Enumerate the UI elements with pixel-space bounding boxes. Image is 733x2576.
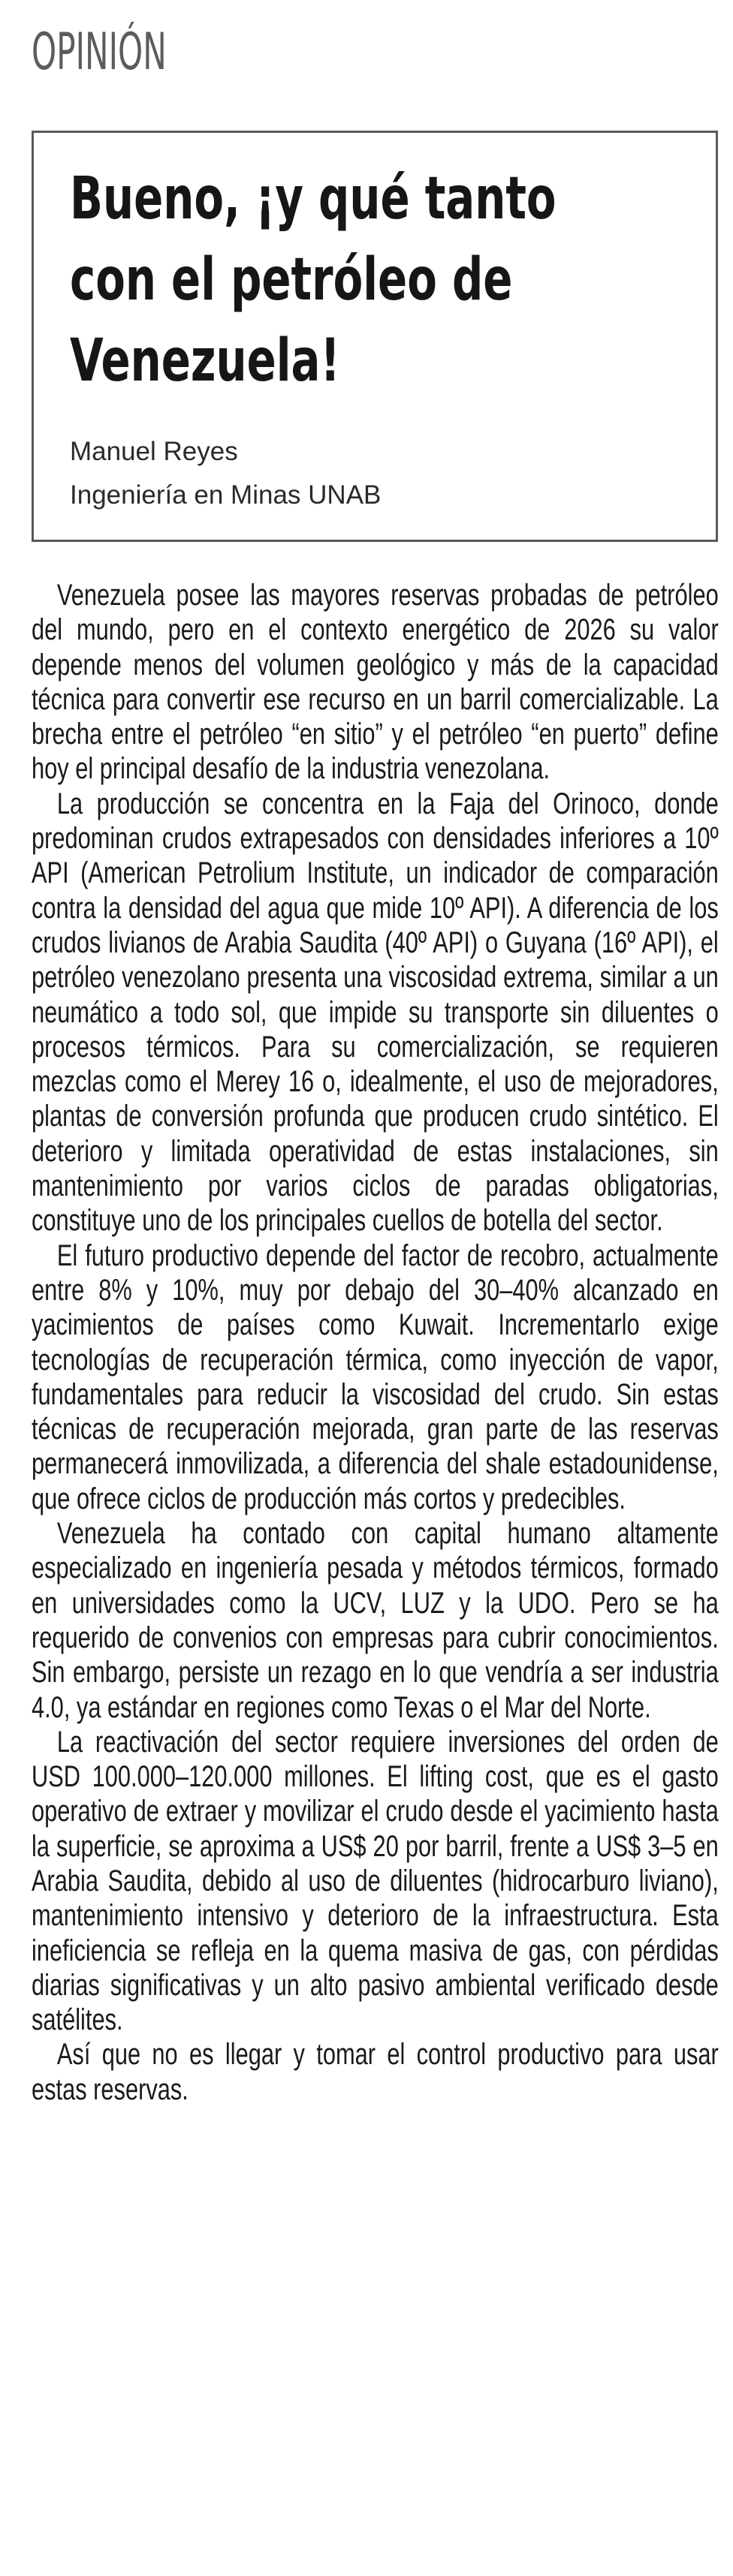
article-body — [32, 578, 719, 2107]
article-paragraph: El futuro productivo depende del factor de recobro, actualmente entre 8% y 10%, muy por debajo del 30–40% alcanzado en yacimientos de países como Kuwait. Incrementarlo exige tecnologías de recuperación térmica, como inyección de vapor, fundamentales para reducir la viscosidad del crudo. Sin estas técnicas de recuperación mejorada, gran parte de las reservas permanecerá inmovilizada, a diferencia del shale estadounidense, que ofrece ciclos de producción más cortos y predecibles. — [32, 1238, 719, 1515]
article-paragraph: Así que no es llegar y tomar el control productivo para usar estas reservas. — [32, 2038, 719, 2106]
article-title-line: Venezuela! — [70, 327, 340, 395]
article-title-line: con el petróleo de — [70, 246, 513, 314]
article-paragraph: Venezuela posee las mayores reservas probadas de petróleo del mundo, pero en el contexto energético de 2026 su valor depende menos del volumen geológico y más de la capacidad técnica para convertir ese recurso en un barril comercializable. La brecha entre el petróleo “en sitio” y el petróleo “en puerto” define hoy el principal desafío de la industria venezolana. — [32, 579, 719, 786]
section-label: OPINIÓN — [32, 23, 167, 82]
article-paragraph: La reactivación del sector requiere inversiones del orden de USD 100.000–120.000 millones. El lifting cost, que es el gasto operativo de extraer y movilizar el crudo desde el yacimiento hasta la superficie, se aproxima a US$ 20 por barril, frente a US$ 3–5 en Arabia Saudita, debido al uso de diluentes (hidrocarburo liviano), mantenimiento intensivo y deterioro de la infraestructura. Esta ineficiencia se refleja en la quema masiva de gas, con pérdidas diarias significativas y un alto pasivo ambiental verificado desde satélites. — [32, 1725, 719, 2037]
article-title — [70, 158, 681, 402]
author-name: Manuel Reyes — [70, 437, 238, 466]
article-title-line: Bueno, ¡y qué tanto — [70, 165, 557, 233]
author-block — [70, 430, 381, 517]
article-paragraph: Venezuela ha contado con capital humano altamente especializado en ingeniería pesada y métodos térmicos, formado en universidades como la UCV, LUZ y la UDO. Pero se ha requerido de convenios con empresas para cubrir conocimientos. Sin embargo, persiste un rezago en lo que vendría a ser industria 4.0, ya estándar en regiones como Texas o el Mar del Norte. — [32, 1517, 719, 1724]
article-header-box — [32, 131, 718, 542]
article-paragraph: La producción se concentra en la Faja del Orinoco, donde predominan crudos extrapesados con densidades inferiores a 10º API (American Petrolium Institute, un indicador de comparación contra la densidad del agua que mide 10º API). A diferencia de los crudos livianos de Arabia Saudita (40º API) o Guyana (16º API), el petróleo venezolano presenta una viscosidad extrema, similar a un neumático a todo sol, que impide su transporte sin diluentes o procesos térmicos. Para su comercialización, se requieren mezclas como el Merey 16 o, idealmente, el uso de mejoradores, plantas de conversión profunda que producen crudo sintético. El deterioro y limitada operatividad de estas instalaciones, sin mantenimiento por varios ciclos de paradas obligatorias, constituye uno de los principales cuellos de botella del sector. — [32, 787, 719, 1238]
author-affiliation: Ingeniería en Minas UNAB — [70, 480, 382, 510]
